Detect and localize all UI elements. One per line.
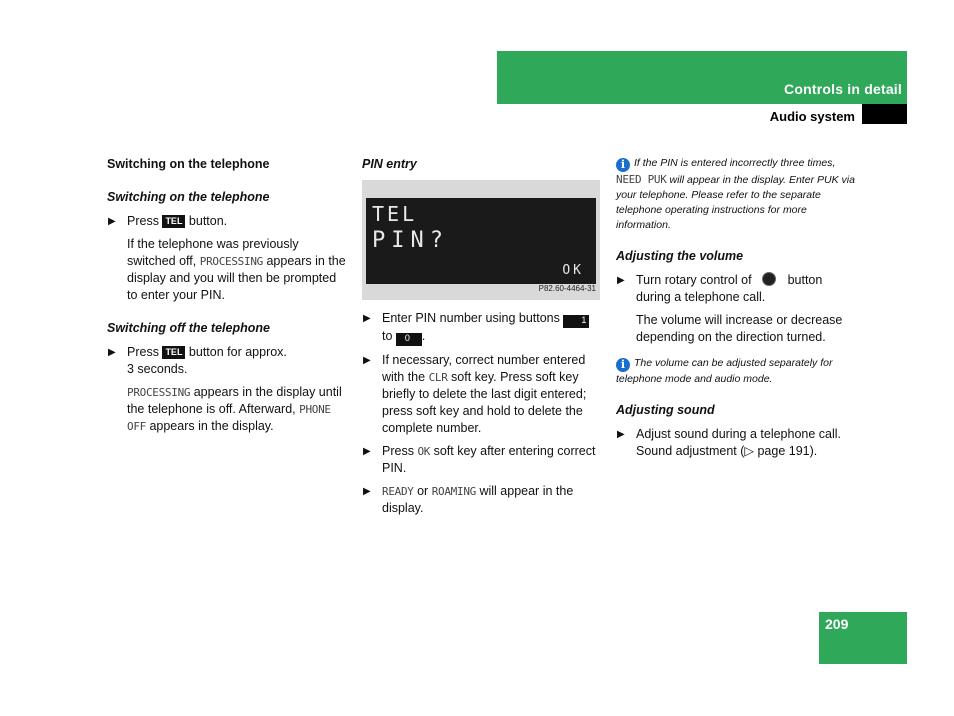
heading-sound: Adjusting sound: [616, 403, 715, 417]
bullet-arrow-icon: ▶: [617, 429, 625, 440]
subsection-title: Audio system: [769, 109, 855, 124]
rotary-control-icon: [762, 272, 776, 286]
lcd-display: [366, 198, 596, 284]
lcd-line-1: TEL: [372, 202, 418, 226]
bullet-arrow-icon: ▶: [363, 355, 371, 366]
lcd-line-2: PIN?: [372, 228, 449, 253]
page-number-box: [819, 612, 907, 664]
page-number: 209: [825, 616, 849, 632]
heading-pin-entry: PIN entry: [362, 157, 417, 171]
list-item: ▶ Turn rotary control of button during a telephone call.: [617, 273, 823, 304]
column-2: [362, 156, 602, 523]
paragraph: If the telephone was previously switched off, PROCESSING appears in the display and you will then be prompted to enter your PIN.: [127, 237, 346, 302]
bullet-arrow-icon: ▶: [363, 313, 371, 324]
info-icon: i: [616, 358, 630, 372]
subsection-marker: [862, 104, 907, 124]
subheading-off: Switching off the telephone: [107, 321, 270, 335]
info-icon: i: [616, 158, 630, 172]
info-note: i If the PIN is entered incorrectly three times, NEED PUK will appear in the display. Enter PUK via your telephone. Please refer to the separate telephone operating instructions for more information.: [616, 157, 855, 231]
bullet-arrow-icon: ▶: [363, 486, 371, 497]
info-note: i The volume can be adjusted separately for telephone mode and audio mode.: [616, 357, 833, 385]
section-title: Controls in detail: [784, 81, 902, 97]
column-1: [107, 156, 347, 441]
bullet-arrow-icon: ▶: [617, 275, 625, 286]
subheading-on: Switching on the telephone: [107, 190, 270, 204]
tel-key-icon: TEL: [162, 215, 185, 228]
paragraph: The volume will increase or decrease depending on the direction turned.: [636, 313, 843, 344]
key-0-icon: 0: [396, 333, 422, 346]
list-item: ▶ Press TEL button for approx. 3 seconds.: [108, 345, 287, 376]
list-item: ▶ If necessary, correct number entered with the CLR soft key. Press soft key briefly to delete the last digit entered; press soft key and hold to delete the complete number.: [363, 353, 587, 435]
heading-volume: Adjusting the volume: [616, 249, 744, 263]
figure-code: P82.60-4464-31: [538, 284, 596, 293]
paragraph: PROCESSING appears in the display until the telephone is off. Afterward, PHONE OFF appears in the display.: [127, 385, 342, 433]
display-figure: [362, 180, 600, 300]
tel-key-icon: TEL: [162, 346, 185, 359]
bullet-arrow-icon: ▶: [108, 347, 116, 358]
column-3: [616, 156, 856, 466]
list-item: ▶ READY or ROAMING will appear in the display.: [363, 484, 574, 515]
list-item: ▶ Press OK soft key after entering correct PIN.: [363, 444, 596, 475]
list-item: ▶ Enter PIN number using buttons 1 to 0 .: [362, 310, 602, 346]
key-1-icon: 1: [563, 315, 589, 328]
lcd-ok-softkey: OK: [562, 263, 584, 278]
list-item: ▶ Press TEL button.: [108, 214, 228, 228]
heading-switching-on: Switching on the telephone: [107, 157, 270, 171]
bullet-arrow-icon: ▶: [363, 446, 371, 457]
list-item: ▶ Adjust sound during a telephone call. Sound adjustment (▷ page 191).: [617, 427, 842, 458]
bullet-arrow-icon: ▶: [108, 216, 116, 227]
